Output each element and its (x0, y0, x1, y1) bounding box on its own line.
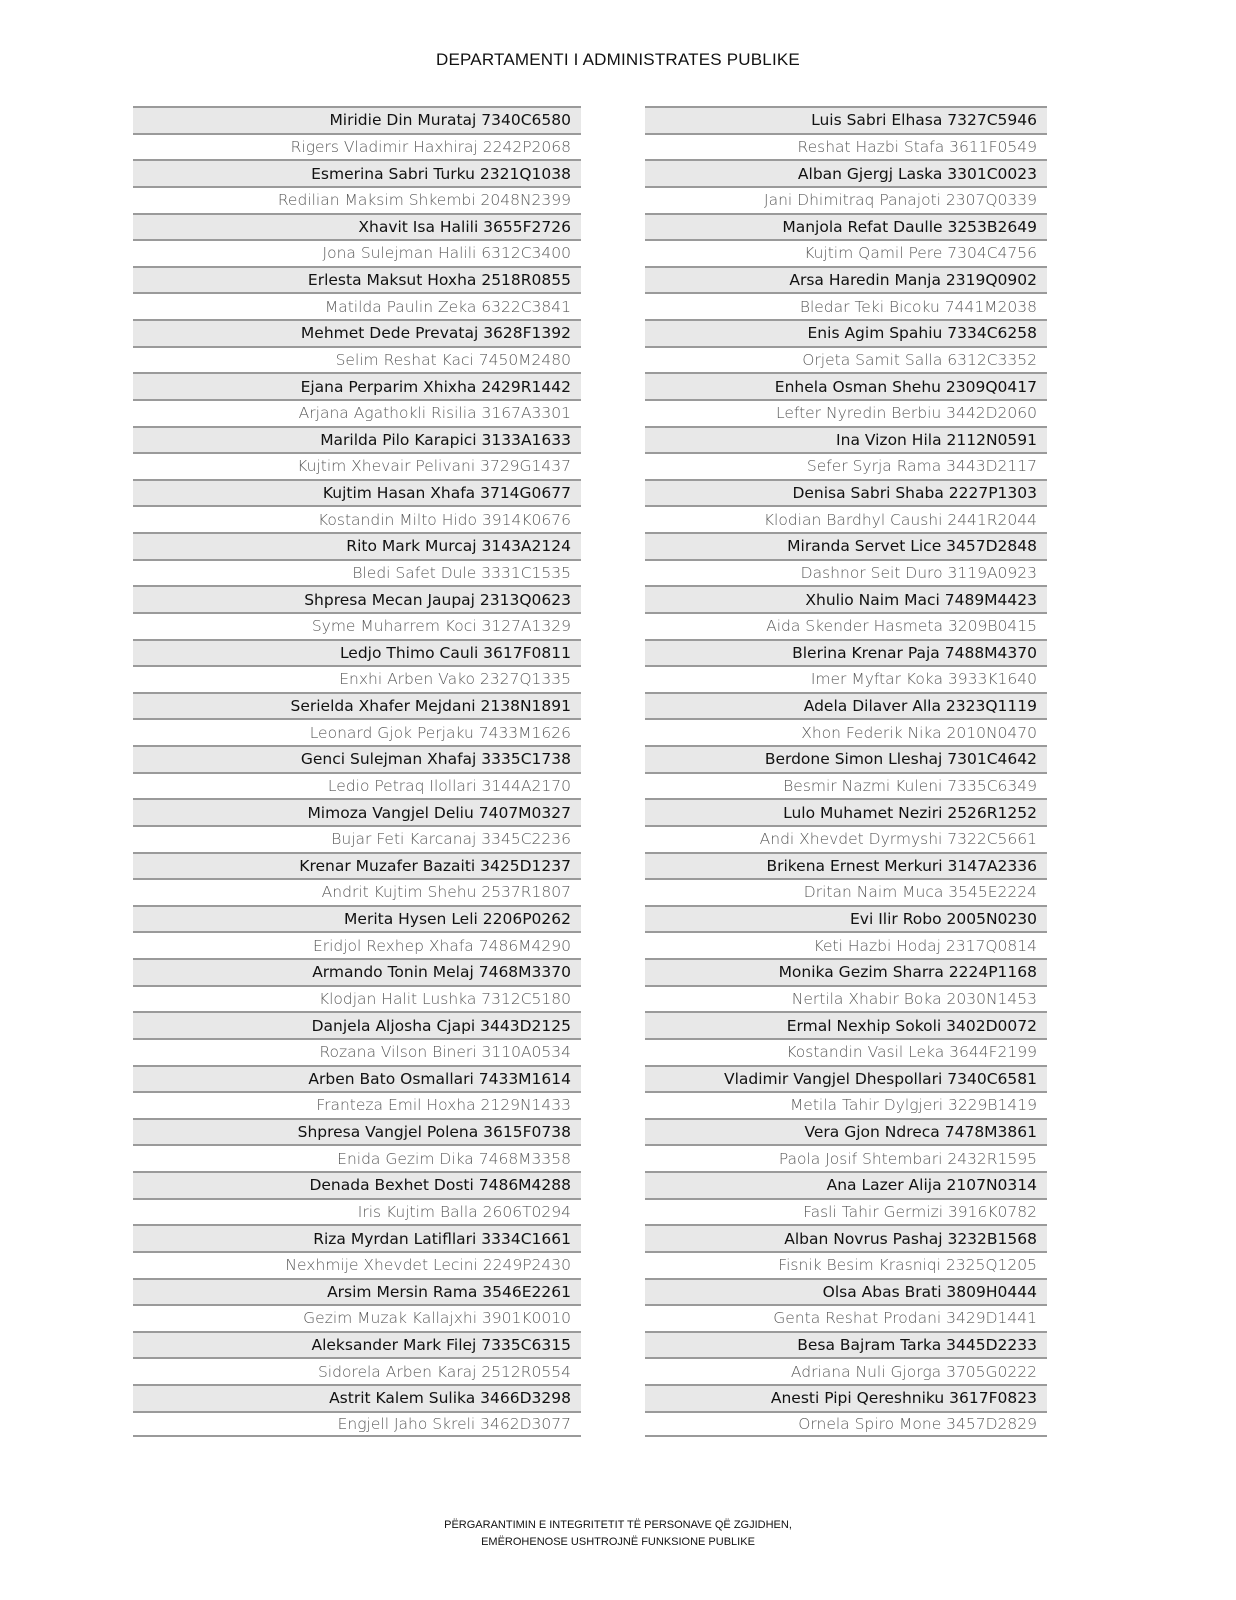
list-item: Metila Tahir Dylgjeri 3229B1419 (645, 1091, 1047, 1118)
list-item: Berdone Simon Lleshaj 7301C4642 (645, 745, 1047, 772)
page-footer (0, 1517, 1236, 1551)
list-item: Bledi Safet Dule 3331C1535 (133, 559, 581, 586)
list-item: Anesti Pipi Qereshniku 3617F0823 (645, 1384, 1047, 1411)
list-item: Monika Gezim Sharra 2224P1168 (645, 958, 1047, 985)
list-item: Xhavit Isa Halili 3655F2726 (133, 213, 581, 240)
list-item: Shpresa Mecan Jaupaj 2313Q0623 (133, 585, 581, 612)
list-item: Kujtim Hasan Xhafa 3714G0677 (133, 479, 581, 506)
list-item: Iris Kujtim Balla 2606T0294 (133, 1198, 581, 1225)
list-item: Alban Novrus Pashaj 3232B1568 (645, 1224, 1047, 1251)
list-item: Ledjo Thimo Cauli 3617F0811 (133, 639, 581, 666)
list-item: Marilda Pilo Karapici 3133A1633 (133, 426, 581, 453)
list-item: Genci Sulejman Xhafaj 3335C1738 (133, 745, 581, 772)
list-item: Kujtim Qamil Pere 7304C4756 (645, 239, 1047, 266)
page-title: DEPARTAMENTI I ADMINISTRATES PUBLIKE (436, 50, 800, 69)
list-item: Xhon Federik Nika 2010N0470 (645, 718, 1047, 745)
list-item: Dashnor Seit Duro 3119A0923 (645, 559, 1047, 586)
list-item: Redilian Maksim Shkembi 2048N2399 (133, 186, 581, 213)
list-item: Arjana Agathokli Risilia 3167A3301 (133, 399, 581, 426)
list-item: Esmerina Sabri Turku 2321Q1038 (133, 159, 581, 186)
list-item: Denada Bexhet Dosti 7486M4288 (133, 1171, 581, 1198)
list-item: Keti Hazbi Hodaj 2317Q0814 (645, 931, 1047, 958)
list-item: Denisa Sabri Shaba 2227P1303 (645, 479, 1047, 506)
list-item: Adriana Nuli Gjorga 3705G0222 (645, 1357, 1047, 1384)
list-item: Franteza Emil Hoxha 2129N1433 (133, 1091, 581, 1118)
list-item: Genta Reshat Prodani 3429D1441 (645, 1304, 1047, 1331)
list-item: Enhela Osman Shehu 2309Q0417 (645, 372, 1047, 399)
list-item: Klodjan Halit Lushka 7312C5180 (133, 985, 581, 1012)
list-item: Nexhmije Xhevdet Lecini 2249P2430 (133, 1251, 581, 1278)
list-item: Jona Sulejman Halili 6312C3400 (133, 239, 581, 266)
list-item: Miridie Din Murataj 7340C6580 (133, 106, 581, 133)
list-item: Eridjol Rexhep Xhafa 7486M4290 (133, 931, 581, 958)
list-item: Bujar Feti Karcanaj 3345C2236 (133, 825, 581, 852)
list-item: Engjell Jaho Skreli 3462D3077 (133, 1411, 581, 1438)
list-item: Vera Gjon Ndreca 7478M3861 (645, 1118, 1047, 1145)
list-item: Adela Dilaver Alla 2323Q1119 (645, 692, 1047, 719)
list-item: Mehmet Dede Prevataj 3628F1392 (133, 319, 581, 346)
list-item: Besa Bajram Tarka 3445D2233 (645, 1331, 1047, 1358)
list-item: Reshat Hazbi Stafa 3611F0549 (645, 133, 1047, 160)
list-item: Sefer Syrja Rama 3443D2117 (645, 452, 1047, 479)
list-item: Dritan Naim Muca 3545E2224 (645, 878, 1047, 905)
footer-line-1: PËRGARANTIMIN E INTEGRITETIT TË PERSONAVE QË ZGJIDHEN, (444, 1519, 792, 1531)
list-item: Kujtim Xhevair Pelivani 3729G1437 (133, 452, 581, 479)
list-item: Paola Josif Shtembari 2432R1595 (645, 1144, 1047, 1171)
list-item: Rigers Vladimir Haxhiraj 2242P2068 (133, 133, 581, 160)
list-item: Lefter Nyredin Berbiu 3442D2060 (645, 399, 1047, 426)
list-item: Danjela Aljosha Cjapi 3443D2125 (133, 1011, 581, 1038)
list-item: Olsa Abas Brati 3809H0444 (645, 1278, 1047, 1305)
list-item: Orjeta Samit Salla 6312C3352 (645, 346, 1047, 373)
list-item: Krenar Muzafer Bazaiti 3425D1237 (133, 852, 581, 879)
list-item: Alban Gjergj Laska 3301C0023 (645, 159, 1047, 186)
list-item: Arsim Mersin Rama 3546E2261 (133, 1278, 581, 1305)
list-item: Rozana Vilson Bineri 3110A0534 (133, 1038, 581, 1065)
footer-line-2: EMËROHENOSE USHTROJNË FUNKSIONE PUBLIKE (481, 1536, 755, 1548)
list-item: Kostandin Milto Hido 3914K0676 (133, 505, 581, 532)
list-item: Gezim Muzak Kallajxhi 3901K0010 (133, 1304, 581, 1331)
list-item: Klodian Bardhyl Caushi 2441R2044 (645, 505, 1047, 532)
list-item: Riza Myrdan Latifllari 3334C1661 (133, 1224, 581, 1251)
list-item: Miranda Servet Lice 3457D2848 (645, 532, 1047, 559)
list-item: Jani Dhimitraq Panajoti 2307Q0339 (645, 186, 1047, 213)
list-item: Luis Sabri Elhasa 7327C5946 (645, 106, 1047, 133)
list-item: Blerina Krenar Paja 7488M4370 (645, 639, 1047, 666)
list-item: Fasli Tahir Germizi 3916K0782 (645, 1198, 1047, 1225)
list-item: Besmir Nazmi Kuleni 7335C6349 (645, 772, 1047, 799)
list-item: Ina Vizon Hila 2112N0591 (645, 426, 1047, 453)
list-item: Kostandin Vasil Leka 3644F2199 (645, 1038, 1047, 1065)
list-item: Enxhi Arben Vako 2327Q1335 (133, 665, 581, 692)
list-item: Ermal Nexhip Sokoli 3402D0072 (645, 1011, 1047, 1038)
list-item: Armando Tonin Melaj 7468M3370 (133, 958, 581, 985)
list-item: Ledio Petraq Ilollari 3144A2170 (133, 772, 581, 799)
list-item: Nertila Xhabir Boka 2030N1453 (645, 985, 1047, 1012)
list-item: Aleksander Mark Filej 7335C6315 (133, 1331, 581, 1358)
list-item: Imer Myftar Koka 3933K1640 (645, 665, 1047, 692)
list-item: Enida Gezim Dika 7468M3358 (133, 1144, 581, 1171)
list-item: Bledar Teki Bicoku 7441M2038 (645, 292, 1047, 319)
list-item: Syme Muharrem Koci 3127A1329 (133, 612, 581, 639)
list-item: Xhulio Naim Maci 7489M4423 (645, 585, 1047, 612)
list-item: Astrit Kalem Sulika 3466D3298 (133, 1384, 581, 1411)
list-item: Andrit Kujtim Shehu 2537R1807 (133, 878, 581, 905)
list-item: Erlesta Maksut Hoxha 2518R0855 (133, 266, 581, 293)
list-item: Ana Lazer Alija 2107N0314 (645, 1171, 1047, 1198)
list-item: Aida Skender Hasmeta 3209B0415 (645, 612, 1047, 639)
list-item: Leonard Gjok Perjaku 7433M1626 (133, 718, 581, 745)
list-item: Ornela Spiro Mone 3457D2829 (645, 1411, 1047, 1438)
list-item: Rito Mark Murcaj 3143A2124 (133, 532, 581, 559)
list-item: Manjola Refat Daulle 3253B2649 (645, 213, 1047, 240)
list-item: Andi Xhevdet Dyrmyshi 7322C5661 (645, 825, 1047, 852)
list-item: Vladimir Vangjel Dhespollari 7340C6581 (645, 1065, 1047, 1092)
list-item: Fisnik Besim Krasniqi 2325Q1205 (645, 1251, 1047, 1278)
list-item: Sidorela Arben Karaj 2512R0554 (133, 1357, 581, 1384)
list-item: Enis Agim Spahiu 7334C6258 (645, 319, 1047, 346)
list-item: Arsa Haredin Manja 2319Q0902 (645, 266, 1047, 293)
list-item: Arben Bato Osmallari 7433M1614 (133, 1065, 581, 1092)
list-item: Shpresa Vangjel Polena 3615F0738 (133, 1118, 581, 1145)
right-name-column (645, 106, 1047, 1437)
list-item: Selim Reshat Kaci 7450M2480 (133, 346, 581, 373)
list-item: Serielda Xhafer Mejdani 2138N1891 (133, 692, 581, 719)
list-item: Matilda Paulin Zeka 6322C3841 (133, 292, 581, 319)
list-item: Ejana Perparim Xhixha 2429R1442 (133, 372, 581, 399)
list-item: Merita Hysen Leli 2206P0262 (133, 905, 581, 932)
list-item: Lulo Muhamet Neziri 2526R1252 (645, 798, 1047, 825)
list-item: Evi Ilir Robo 2005N0230 (645, 905, 1047, 932)
left-name-column (133, 106, 581, 1437)
list-item: Mimoza Vangjel Deliu 7407M0327 (133, 798, 581, 825)
list-item: Brikena Ernest Merkuri 3147A2336 (645, 852, 1047, 879)
